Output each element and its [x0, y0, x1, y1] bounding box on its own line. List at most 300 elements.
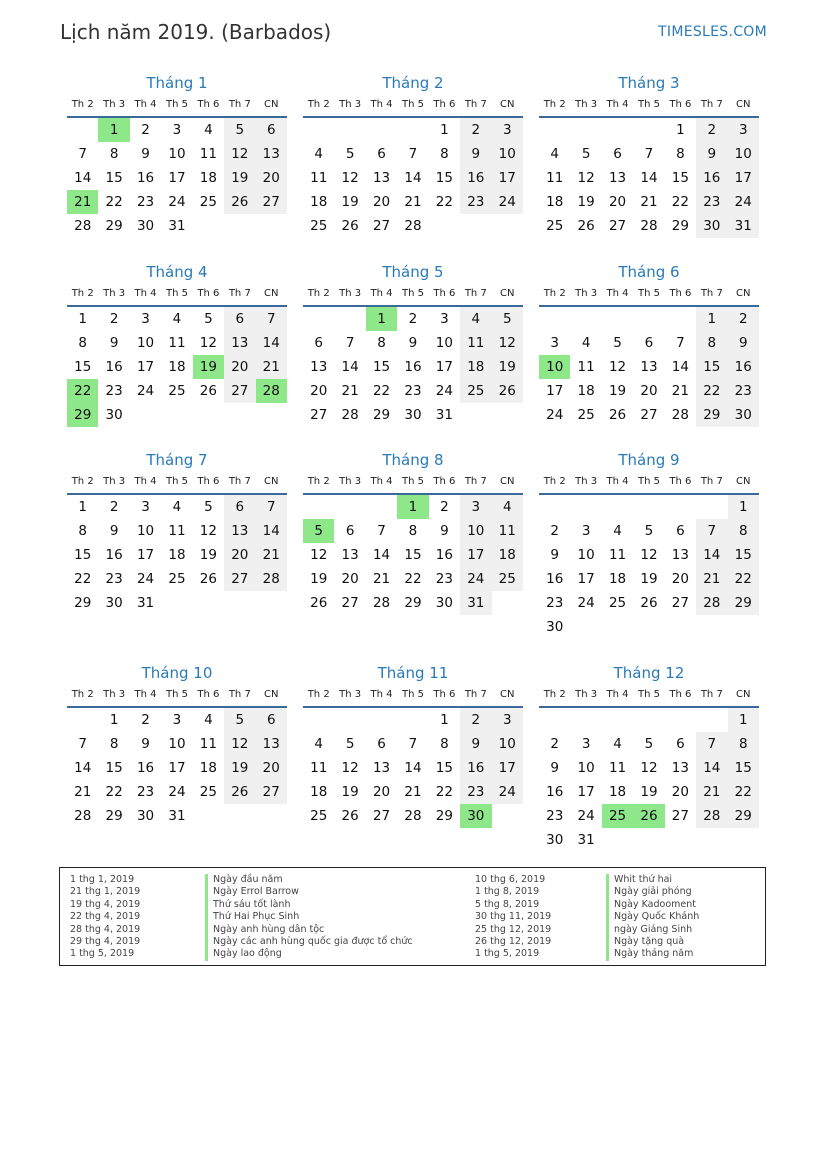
day-cell[interactable]: 6: [676, 736, 685, 752]
day-cell[interactable]: 24: [492, 190, 523, 214]
day-cell[interactable]: 28: [74, 218, 92, 234]
day-cell[interactable]: 6: [345, 523, 355, 539]
day-cell[interactable]: 18: [310, 194, 328, 210]
day-cell[interactable]: 3: [492, 708, 523, 732]
day-cell[interactable]: 6: [256, 708, 287, 732]
day-cell[interactable]: 21: [404, 784, 422, 800]
day-cell[interactable]: 22: [435, 194, 453, 210]
day-cell[interactable]: 29: [696, 403, 727, 427]
holiday-day-cell[interactable]: 28: [256, 379, 287, 403]
day-cell[interactable]: 25: [199, 784, 217, 800]
day-cell[interactable]: 22: [728, 567, 759, 591]
day-cell[interactable]: 25: [310, 808, 328, 824]
day-cell[interactable]: 5: [613, 335, 622, 351]
day-cell[interactable]: 11: [492, 519, 523, 543]
day-cell[interactable]: 17: [435, 359, 453, 375]
day-cell[interactable]: 1: [78, 311, 87, 327]
day-cell[interactable]: 14: [404, 760, 422, 776]
day-cell[interactable]: 3: [550, 335, 559, 351]
day-cell[interactable]: 29: [435, 808, 453, 824]
day-cell[interactable]: 26: [199, 571, 217, 587]
day-cell[interactable]: 22: [372, 383, 391, 399]
day-cell[interactable]: 11: [199, 146, 217, 162]
day-cell[interactable]: 25: [310, 218, 328, 234]
day-cell[interactable]: 23: [460, 780, 491, 804]
day-cell[interactable]: 7: [676, 335, 685, 351]
day-cell[interactable]: 26: [608, 407, 627, 423]
day-cell[interactable]: 19: [640, 784, 658, 800]
day-cell[interactable]: 25: [168, 571, 186, 587]
day-cell[interactable]: 9: [460, 142, 491, 166]
day-cell[interactable]: 29: [728, 591, 759, 615]
day-cell[interactable]: 8: [676, 146, 685, 162]
day-cell[interactable]: 21: [640, 194, 658, 210]
day-cell[interactable]: 30: [105, 407, 123, 423]
day-cell[interactable]: 2: [109, 311, 119, 327]
holiday-day-cell[interactable]: 30: [460, 804, 491, 828]
day-cell[interactable]: 18: [168, 547, 186, 563]
day-cell[interactable]: 23: [105, 571, 123, 587]
day-cell[interactable]: 29: [372, 407, 391, 423]
day-cell[interactable]: 13: [256, 732, 287, 756]
day-cell[interactable]: 9: [696, 142, 727, 166]
day-cell[interactable]: 7: [696, 732, 727, 756]
day-cell[interactable]: 10: [168, 736, 186, 752]
day-cell[interactable]: 12: [608, 359, 627, 375]
day-cell[interactable]: 16: [136, 170, 155, 186]
day-cell[interactable]: 24: [435, 383, 453, 399]
day-cell[interactable]: 5: [492, 307, 523, 331]
day-cell[interactable]: 21: [256, 355, 287, 379]
day-cell[interactable]: 16: [460, 756, 491, 780]
day-cell[interactable]: 23: [136, 784, 155, 800]
day-cell[interactable]: 10: [168, 146, 186, 162]
day-cell[interactable]: 2: [696, 118, 727, 142]
day-cell[interactable]: 10: [460, 519, 491, 543]
day-cell[interactable]: 25: [199, 194, 217, 210]
day-cell[interactable]: 8: [78, 335, 87, 351]
day-cell[interactable]: 26: [310, 595, 328, 611]
day-cell[interactable]: 4: [314, 736, 323, 752]
day-cell[interactable]: 10: [492, 732, 523, 756]
day-cell[interactable]: 18: [492, 543, 523, 567]
day-cell[interactable]: 7: [696, 519, 727, 543]
day-cell[interactable]: 13: [671, 760, 689, 776]
day-cell[interactable]: 3: [460, 495, 491, 519]
day-cell[interactable]: 5: [345, 736, 355, 752]
day-cell[interactable]: 3: [440, 311, 449, 327]
day-cell[interactable]: 7: [345, 335, 355, 351]
day-cell[interactable]: 2: [460, 708, 491, 732]
day-cell[interactable]: 30: [136, 808, 155, 824]
day-cell[interactable]: 8: [728, 519, 759, 543]
day-cell[interactable]: 30: [696, 214, 727, 238]
day-cell[interactable]: 27: [671, 808, 689, 824]
day-cell[interactable]: 24: [136, 383, 155, 399]
day-cell[interactable]: 14: [372, 547, 391, 563]
day-cell[interactable]: 18: [577, 383, 595, 399]
day-cell[interactable]: 18: [199, 170, 217, 186]
day-cell[interactable]: 24: [546, 407, 564, 423]
day-cell[interactable]: 27: [372, 218, 391, 234]
day-cell[interactable]: 11: [168, 523, 186, 539]
day-cell[interactable]: 6: [377, 736, 386, 752]
day-cell[interactable]: 1: [696, 307, 727, 331]
day-cell[interactable]: 15: [404, 547, 422, 563]
day-cell[interactable]: 21: [341, 383, 359, 399]
day-cell[interactable]: 29: [404, 595, 422, 611]
day-cell[interactable]: 12: [492, 331, 523, 355]
day-cell[interactable]: 8: [440, 736, 449, 752]
day-cell[interactable]: 16: [105, 547, 123, 563]
day-cell[interactable]: 30: [404, 407, 422, 423]
day-cell[interactable]: 10: [136, 335, 155, 351]
day-cell[interactable]: 1: [109, 712, 119, 728]
day-cell[interactable]: 8: [728, 732, 759, 756]
day-cell[interactable]: 14: [671, 359, 689, 375]
day-cell[interactable]: 24: [460, 567, 491, 591]
day-cell[interactable]: 14: [341, 359, 359, 375]
day-cell[interactable]: 2: [109, 499, 119, 515]
day-cell[interactable]: 12: [577, 170, 595, 186]
day-cell[interactable]: 22: [435, 784, 453, 800]
day-cell[interactable]: 26: [341, 808, 359, 824]
day-cell[interactable]: 22: [74, 571, 92, 587]
day-cell[interactable]: 7: [408, 736, 418, 752]
day-cell[interactable]: 17: [492, 756, 523, 780]
day-cell[interactable]: 16: [546, 571, 564, 587]
day-cell[interactable]: 14: [640, 170, 658, 186]
holiday-day-cell[interactable]: 21: [67, 190, 98, 214]
day-cell[interactable]: 27: [310, 407, 328, 423]
day-cell[interactable]: 28: [404, 808, 422, 824]
day-cell[interactable]: 29: [105, 218, 123, 234]
day-cell[interactable]: 4: [204, 712, 213, 728]
day-cell[interactable]: 10: [136, 523, 155, 539]
day-cell[interactable]: 15: [728, 543, 759, 567]
day-cell[interactable]: 30: [546, 619, 564, 635]
day-cell[interactable]: 6: [676, 523, 685, 539]
day-cell[interactable]: 19: [341, 784, 359, 800]
day-cell[interactable]: 15: [105, 170, 123, 186]
day-cell[interactable]: 7: [78, 736, 87, 752]
day-cell[interactable]: 30: [546, 832, 564, 848]
holiday-day-cell[interactable]: 25: [602, 804, 633, 828]
day-cell[interactable]: 9: [109, 523, 119, 539]
day-cell[interactable]: 15: [74, 547, 92, 563]
day-cell[interactable]: 9: [460, 732, 491, 756]
day-cell[interactable]: 3: [581, 736, 591, 752]
day-cell[interactable]: 18: [608, 571, 627, 587]
day-cell[interactable]: 10: [435, 335, 453, 351]
day-cell[interactable]: 5: [204, 499, 213, 515]
day-cell[interactable]: 5: [204, 311, 213, 327]
day-cell[interactable]: 8: [408, 523, 418, 539]
holiday-day-cell[interactable]: 1: [366, 307, 397, 331]
day-cell[interactable]: 6: [644, 335, 654, 351]
day-cell[interactable]: 10: [728, 142, 759, 166]
day-cell[interactable]: 9: [141, 736, 150, 752]
day-cell[interactable]: 16: [136, 760, 155, 776]
day-cell[interactable]: 6: [224, 307, 255, 331]
day-cell[interactable]: 25: [492, 567, 523, 591]
day-cell[interactable]: 31: [577, 832, 595, 848]
day-cell[interactable]: 4: [460, 307, 491, 331]
day-cell[interactable]: 2: [440, 499, 449, 515]
day-cell[interactable]: 27: [640, 407, 658, 423]
day-cell[interactable]: 8: [440, 146, 449, 162]
day-cell[interactable]: 18: [310, 784, 328, 800]
day-cell[interactable]: 16: [546, 784, 564, 800]
day-cell[interactable]: 27: [372, 808, 391, 824]
day-cell[interactable]: 21: [696, 567, 727, 591]
day-cell[interactable]: 14: [696, 756, 727, 780]
day-cell[interactable]: 11: [460, 331, 491, 355]
day-cell[interactable]: 1: [440, 712, 449, 728]
day-cell[interactable]: 31: [435, 407, 453, 423]
day-cell[interactable]: 19: [199, 547, 217, 563]
day-cell[interactable]: 17: [136, 359, 155, 375]
day-cell[interactable]: 23: [546, 808, 564, 824]
day-cell[interactable]: 19: [224, 756, 255, 780]
holiday-day-cell[interactable]: 1: [98, 118, 129, 142]
day-cell[interactable]: 1: [78, 499, 87, 515]
day-cell[interactable]: 22: [671, 194, 689, 210]
day-cell[interactable]: 23: [546, 595, 564, 611]
day-cell[interactable]: 18: [168, 359, 186, 375]
day-cell[interactable]: 27: [608, 218, 627, 234]
day-cell[interactable]: 14: [696, 543, 727, 567]
holiday-day-cell[interactable]: 26: [633, 804, 664, 828]
day-cell[interactable]: 11: [608, 547, 627, 563]
day-cell[interactable]: 3: [141, 311, 150, 327]
day-cell[interactable]: 24: [728, 190, 759, 214]
day-cell[interactable]: 3: [581, 523, 591, 539]
day-cell[interactable]: 7: [256, 307, 287, 331]
day-cell[interactable]: 28: [671, 407, 689, 423]
day-cell[interactable]: 13: [608, 170, 627, 186]
day-cell[interactable]: 19: [492, 355, 523, 379]
day-cell[interactable]: 6: [613, 146, 622, 162]
day-cell[interactable]: 16: [404, 359, 422, 375]
day-cell[interactable]: 13: [671, 547, 689, 563]
day-cell[interactable]: 21: [74, 784, 92, 800]
day-cell[interactable]: 12: [224, 732, 255, 756]
day-cell[interactable]: 20: [256, 756, 287, 780]
day-cell[interactable]: 27: [341, 595, 359, 611]
day-cell[interactable]: 4: [172, 499, 182, 515]
day-cell[interactable]: 19: [640, 571, 658, 587]
day-cell[interactable]: 4: [613, 736, 622, 752]
day-cell[interactable]: 5: [345, 146, 355, 162]
day-cell[interactable]: 8: [109, 736, 119, 752]
day-cell[interactable]: 4: [492, 495, 523, 519]
day-cell[interactable]: 4: [613, 523, 622, 539]
day-cell[interactable]: 25: [577, 407, 595, 423]
day-cell[interactable]: 12: [199, 335, 217, 351]
day-cell[interactable]: 3: [492, 118, 523, 142]
holiday-day-cell[interactable]: 29: [67, 403, 98, 427]
day-cell[interactable]: 12: [199, 523, 217, 539]
day-cell[interactable]: 11: [310, 760, 328, 776]
day-cell[interactable]: 15: [372, 359, 391, 375]
day-cell[interactable]: 9: [440, 523, 449, 539]
day-cell[interactable]: 9: [550, 760, 559, 776]
day-cell[interactable]: 10: [492, 142, 523, 166]
day-cell[interactable]: 3: [172, 712, 182, 728]
day-cell[interactable]: 7: [78, 146, 87, 162]
day-cell[interactable]: 8: [696, 331, 727, 355]
day-cell[interactable]: 28: [74, 808, 92, 824]
day-cell[interactable]: 23: [435, 571, 453, 587]
day-cell[interactable]: 19: [341, 194, 359, 210]
day-cell[interactable]: 30: [105, 595, 123, 611]
day-cell[interactable]: 13: [310, 359, 328, 375]
day-cell[interactable]: 28: [696, 591, 727, 615]
day-cell[interactable]: 16: [105, 359, 123, 375]
day-cell[interactable]: 8: [377, 335, 386, 351]
day-cell[interactable]: 30: [136, 218, 155, 234]
day-cell[interactable]: 17: [492, 166, 523, 190]
day-cell[interactable]: 26: [224, 780, 255, 804]
day-cell[interactable]: 14: [256, 519, 287, 543]
day-cell[interactable]: 28: [372, 595, 391, 611]
day-cell[interactable]: 6: [256, 118, 287, 142]
day-cell[interactable]: 19: [577, 194, 595, 210]
day-cell[interactable]: 24: [577, 808, 595, 824]
day-cell[interactable]: 29: [671, 218, 689, 234]
day-cell[interactable]: 12: [341, 170, 359, 186]
day-cell[interactable]: 17: [168, 170, 186, 186]
day-cell[interactable]: 15: [728, 756, 759, 780]
day-cell[interactable]: 2: [408, 311, 418, 327]
day-cell[interactable]: 21: [256, 543, 287, 567]
day-cell[interactable]: 5: [644, 523, 654, 539]
holiday-day-cell[interactable]: 1: [397, 495, 428, 519]
day-cell[interactable]: 28: [640, 218, 658, 234]
brand-link[interactable]: TIMESLES.COM: [658, 24, 767, 40]
day-cell[interactable]: 26: [199, 383, 217, 399]
day-cell[interactable]: 17: [728, 166, 759, 190]
day-cell[interactable]: 21: [404, 194, 422, 210]
day-cell[interactable]: 31: [460, 591, 491, 615]
day-cell[interactable]: 17: [168, 760, 186, 776]
day-cell[interactable]: 24: [136, 571, 155, 587]
holiday-day-cell[interactable]: 22: [67, 379, 98, 403]
day-cell[interactable]: 20: [372, 194, 391, 210]
day-cell[interactable]: 4: [314, 146, 323, 162]
day-cell[interactable]: 14: [404, 170, 422, 186]
day-cell[interactable]: 22: [728, 780, 759, 804]
day-cell[interactable]: 17: [577, 784, 595, 800]
day-cell[interactable]: 6: [377, 146, 386, 162]
day-cell[interactable]: 30: [435, 595, 453, 611]
day-cell[interactable]: 12: [341, 760, 359, 776]
day-cell[interactable]: 23: [105, 383, 123, 399]
day-cell[interactable]: 26: [224, 190, 255, 214]
day-cell[interactable]: 10: [577, 760, 595, 776]
day-cell[interactable]: 20: [224, 355, 255, 379]
day-cell[interactable]: 27: [256, 780, 287, 804]
day-cell[interactable]: 19: [608, 383, 627, 399]
holiday-day-cell[interactable]: 19: [193, 355, 224, 379]
day-cell[interactable]: 31: [728, 214, 759, 238]
day-cell[interactable]: 29: [74, 595, 92, 611]
day-cell[interactable]: 4: [550, 146, 559, 162]
day-cell[interactable]: 2: [141, 122, 150, 138]
day-cell[interactable]: 12: [310, 547, 328, 563]
holiday-day-cell[interactable]: 5: [303, 519, 334, 543]
day-cell[interactable]: 24: [492, 780, 523, 804]
holiday-day-cell[interactable]: 10: [539, 355, 570, 379]
day-cell[interactable]: 28: [256, 567, 287, 591]
day-cell[interactable]: 14: [74, 170, 92, 186]
day-cell[interactable]: 26: [577, 218, 595, 234]
day-cell[interactable]: 28: [696, 804, 727, 828]
day-cell[interactable]: 7: [377, 523, 386, 539]
day-cell[interactable]: 12: [640, 760, 658, 776]
day-cell[interactable]: 28: [341, 407, 359, 423]
day-cell[interactable]: 9: [728, 331, 759, 355]
day-cell[interactable]: 20: [640, 383, 658, 399]
day-cell[interactable]: 3: [728, 118, 759, 142]
day-cell[interactable]: 22: [105, 784, 123, 800]
day-cell[interactable]: 20: [372, 784, 391, 800]
day-cell[interactable]: 9: [141, 146, 150, 162]
day-cell[interactable]: 15: [435, 170, 453, 186]
day-cell[interactable]: 1: [676, 122, 685, 138]
day-cell[interactable]: 13: [224, 331, 255, 355]
day-cell[interactable]: 13: [256, 142, 287, 166]
day-cell[interactable]: 23: [696, 190, 727, 214]
day-cell[interactable]: 27: [256, 190, 287, 214]
day-cell[interactable]: 23: [404, 383, 422, 399]
day-cell[interactable]: 2: [550, 523, 559, 539]
day-cell[interactable]: 19: [310, 571, 328, 587]
day-cell[interactable]: 7: [408, 146, 418, 162]
day-cell[interactable]: 10: [577, 547, 595, 563]
day-cell[interactable]: 17: [577, 571, 595, 587]
day-cell[interactable]: 11: [310, 170, 328, 186]
day-cell[interactable]: 15: [435, 760, 453, 776]
day-cell[interactable]: 3: [172, 122, 182, 138]
day-cell[interactable]: 8: [78, 523, 87, 539]
day-cell[interactable]: 8: [109, 146, 119, 162]
day-cell[interactable]: 5: [581, 146, 591, 162]
day-cell[interactable]: 19: [224, 166, 255, 190]
day-cell[interactable]: 13: [372, 760, 391, 776]
day-cell[interactable]: 20: [608, 194, 627, 210]
day-cell[interactable]: 30: [728, 403, 759, 427]
day-cell[interactable]: 23: [460, 190, 491, 214]
day-cell[interactable]: 25: [460, 379, 491, 403]
day-cell[interactable]: 13: [372, 170, 391, 186]
day-cell[interactable]: 1: [728, 708, 759, 732]
day-cell[interactable]: 29: [728, 804, 759, 828]
day-cell[interactable]: 18: [608, 784, 627, 800]
day-cell[interactable]: 13: [341, 547, 359, 563]
day-cell[interactable]: 16: [460, 166, 491, 190]
day-cell[interactable]: 13: [640, 359, 658, 375]
day-cell[interactable]: 2: [460, 118, 491, 142]
day-cell[interactable]: 16: [696, 166, 727, 190]
day-cell[interactable]: 13: [224, 519, 255, 543]
day-cell[interactable]: 16: [728, 355, 759, 379]
day-cell[interactable]: 4: [204, 122, 213, 138]
day-cell[interactable]: 15: [671, 170, 689, 186]
day-cell[interactable]: 15: [74, 359, 92, 375]
day-cell[interactable]: 11: [608, 760, 627, 776]
